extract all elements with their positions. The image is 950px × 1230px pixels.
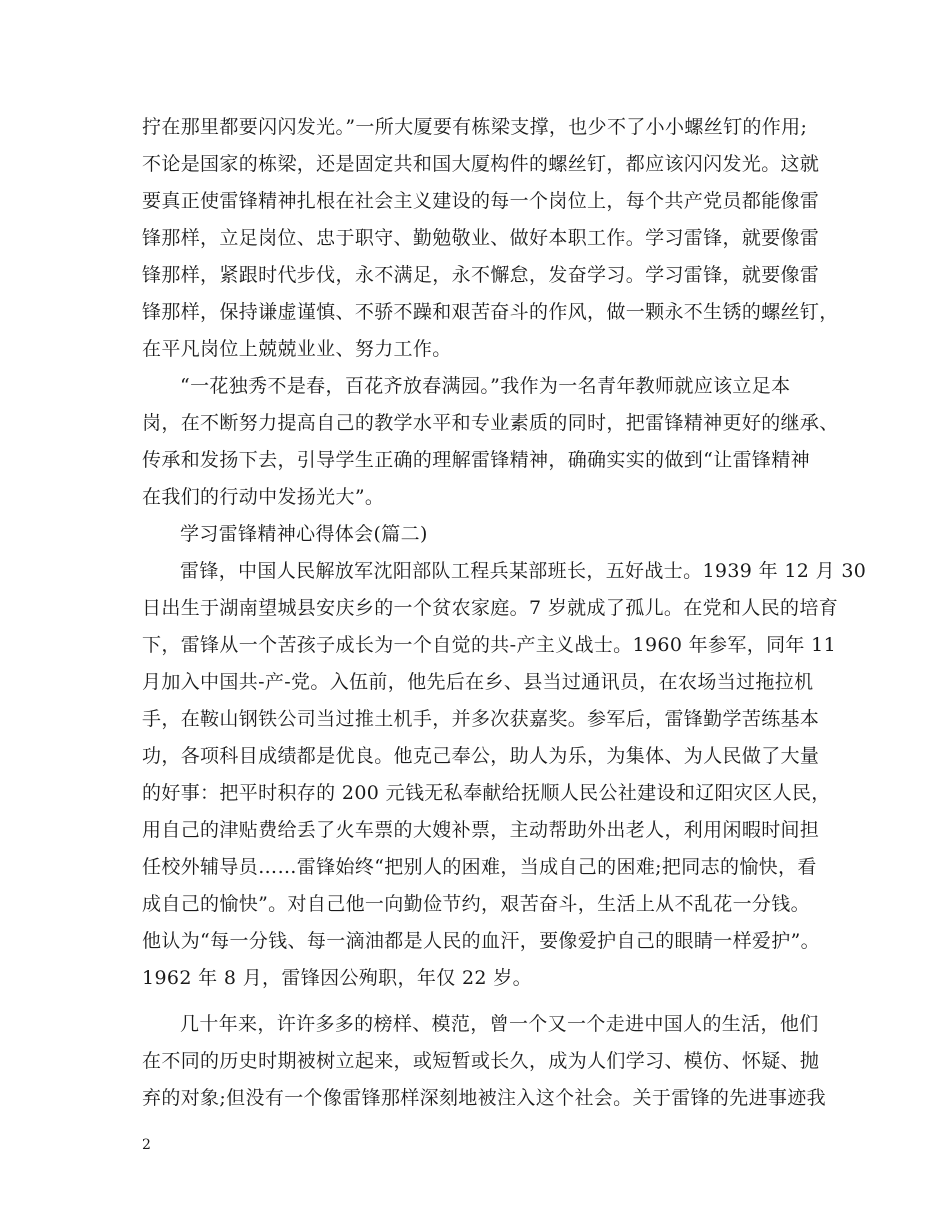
text-line: 雷锋，中国人民解放军沈阳部队工程兵某部班长，五好战士。1939 年 12 月 30 (180, 560, 867, 582)
section-heading: 学习雷锋精神心得体会(篇二) (180, 523, 428, 545)
paragraph-spacing (142, 997, 822, 1006)
text-line: 拧在那里都要闪闪发光。”一所大厦要有栋梁支撑，也少不了小小螺丝钉的作用; (142, 116, 808, 138)
text-line: 传承和发扬下去，引导学生正确的理解雷锋精神，确确实实的做到“让雷锋精神 (142, 449, 810, 471)
text-line: 下，雷锋从一个苦孩子成长为一个自觉的共-产主义战士。1960 年参军，同年 11 (142, 634, 837, 656)
text-line: “一花独秀不是春，百花齐放春满园。”我作为一名青年教师就应该立足本 (180, 375, 791, 397)
paragraph-4 (142, 1006, 827, 1117)
text-line: 锋那样，保持谦虚谨慎、不骄不躁和艰苦奋斗的作风，做一颗永不生锈的螺丝钉， (142, 301, 839, 323)
text-line: 弃的对象;但没有一个像雷锋那样深刻地被注入这个社会。关于雷锋的先进事迹我 (142, 1087, 827, 1109)
text-line: 日出生于湖南望城县安庆乡的一个贫农家庭。7 岁就成了孤儿。在党和人民的培育 (142, 597, 839, 619)
text-line: 他认为“每一分钱、每一滴油都是人民的血汗，要像爱护自己的眼睛一样爱护”。 (142, 930, 821, 952)
text-line: 岗，在不断努力提高自己的教学水平和专业素质的同时，把雷锋精神更好的继承、 (142, 412, 839, 434)
text-line: 不论是国家的栋梁，还是固定共和国大厦构件的螺丝钉，都应该闪闪发光。这就 (142, 153, 820, 175)
text-line: 在我们的行动中发扬光大”。 (142, 486, 385, 508)
text-line: 手，在鞍山钢铁公司当过推土机手，并多次获嘉奖。参军后，雷锋勤学苦练基本 (142, 708, 820, 730)
paragraph-1 (142, 109, 839, 368)
text-line: 锋那样，立足岗位、忠于职守、勤勉敬业、做好本职工作。学习雷锋，就要像雷 (142, 227, 820, 249)
text-line: 在不同的历史时期被树立起来，或短暂或长久，成为人们学习、模仿、怀疑、抛 (142, 1050, 820, 1072)
text-line: 成自己的愉快”。对自己他一向勤俭节约，艰苦奋斗，生活上从不乱花一分钱。 (142, 893, 810, 915)
text-line: 任校外辅导员……雷锋始终“把别人的困难，当成自己的困难;把同志的愉快，看 (142, 856, 817, 878)
text-line: 用自己的津贴费给丢了火车票的大嫂补票，主动帮助外出老人，利用闲暇时间担 (142, 819, 820, 841)
document-body (142, 109, 867, 1117)
text-line: 要真正使雷锋精神扎根在社会主义建设的每一个岗位上，每个共产党员都能像雷 (142, 190, 820, 212)
text-line: 几十年来，许许多多的榜样、模范，曾一个又一个走进中国人的生活，他们 (180, 1013, 819, 1035)
text-line: 1962 年 8 月，雷锋因公殉职，年仅 22 岁。 (142, 967, 532, 989)
text-line: 月加入中国共-产-党。入伍前，他先后在乡、县当过通讯员，在农场当过拖拉机 (142, 671, 814, 693)
text-line: 锋那样，紧跟时代步伐，永不满足，永不懈怠，发奋学习。学习雷锋，就要像雷 (142, 264, 820, 286)
text-line: 在平凡岗位上兢兢业业、努力工作。 (142, 338, 452, 360)
text-line: 功，各项科目成绩都是优良。他克己奉公，助人为乐，为集体、为人民做了大量 (142, 745, 820, 767)
page-number: 2 (142, 1137, 151, 1153)
paragraph-3 (142, 553, 867, 997)
paragraph-2 (142, 368, 839, 516)
text-line: 的好事：把平时积存的 200 元钱无私奉献给抚顺人民公社建设和辽阳灾区人民， (142, 782, 831, 804)
